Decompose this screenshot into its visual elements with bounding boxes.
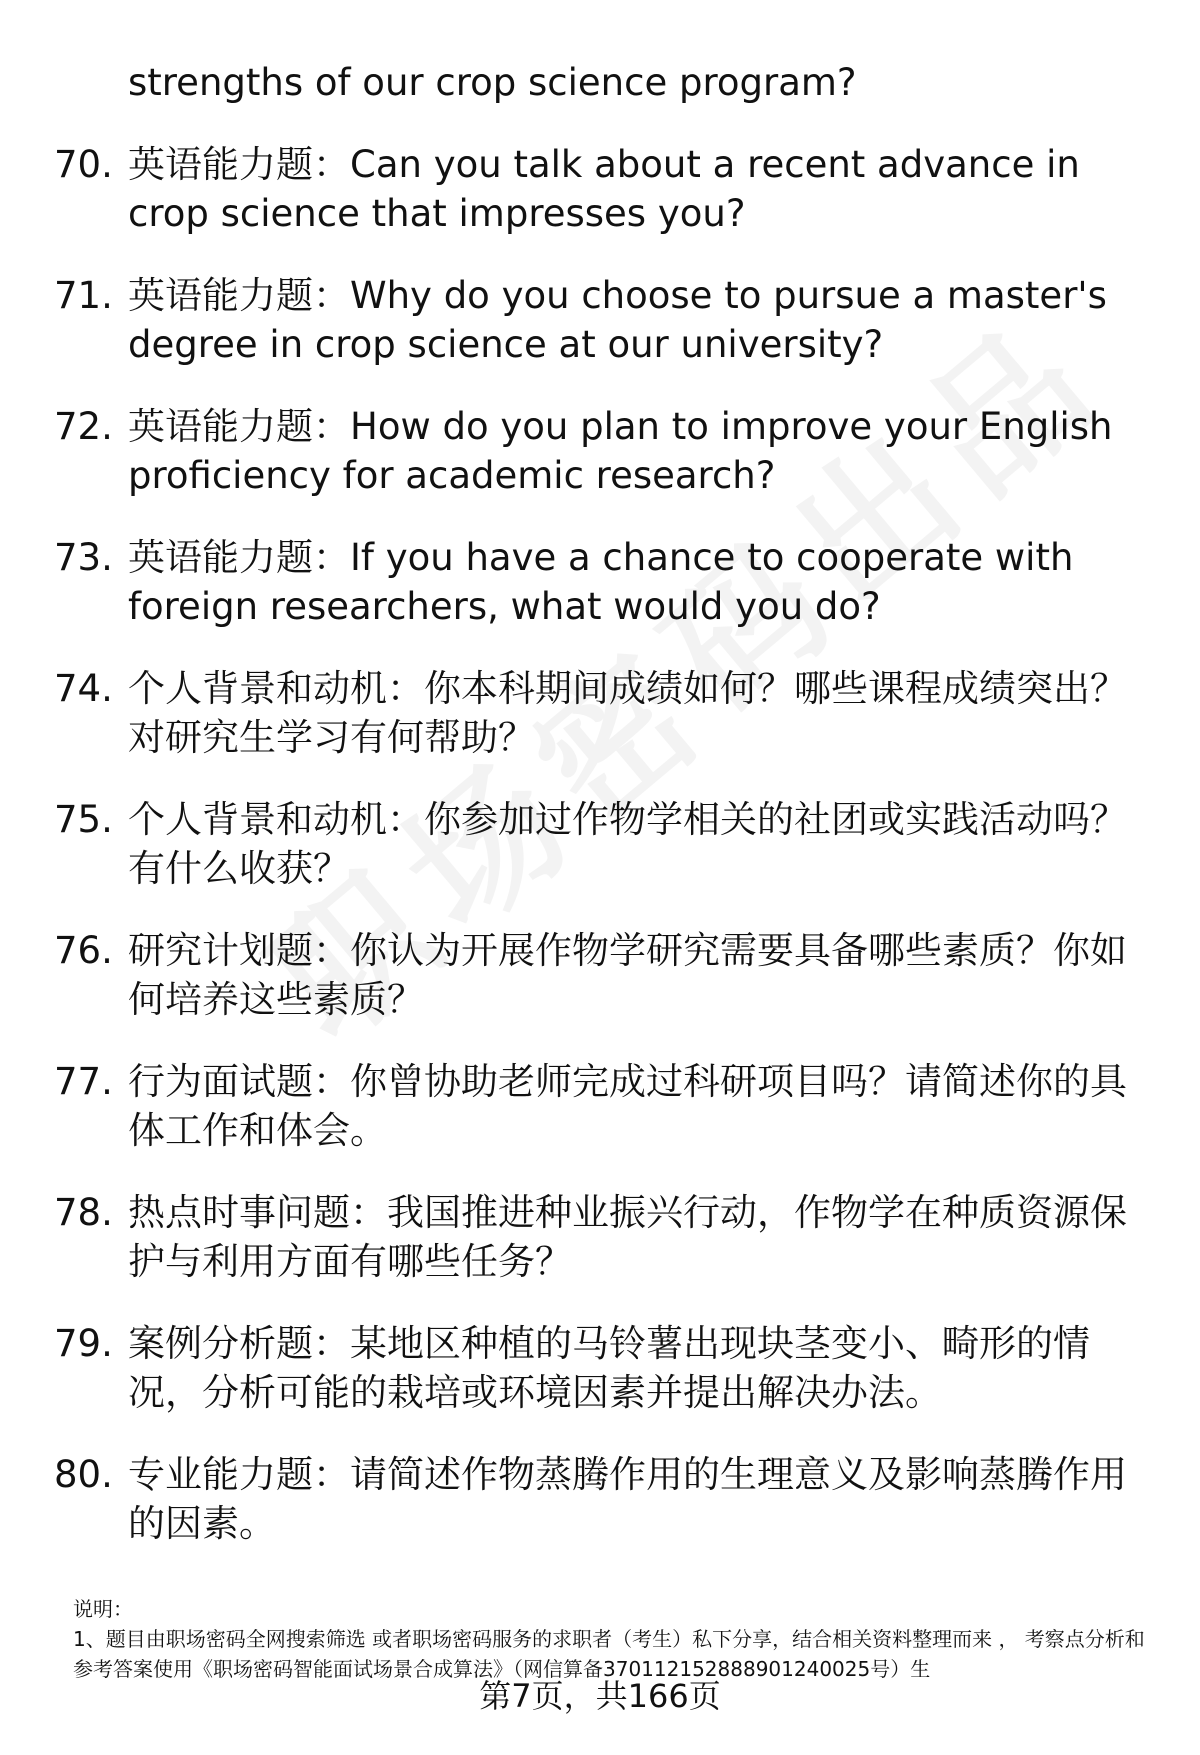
question-text: 英语能力题：Why do you choose to pursue a master's degree in crop science at our university? bbox=[128, 274, 1107, 366]
question-number: 77. bbox=[54, 1060, 113, 1103]
question-item-73 bbox=[0, 533, 1200, 664]
question-number: 76. bbox=[54, 929, 113, 972]
question-item-72 bbox=[0, 402, 1200, 533]
question-number: 79. bbox=[54, 1322, 113, 1365]
question-item-78 bbox=[0, 1188, 1200, 1319]
question-text: 研究计划题：你认为开展作物学研究需要具备哪些素质？你如何培养这些素质？ bbox=[128, 929, 1127, 1021]
question-item-74 bbox=[0, 664, 1200, 795]
question-text: 个人背景和动机：你本科期间成绩如何？哪些课程成绩突出？对研究生学习有何帮助？ bbox=[128, 667, 1127, 759]
question-number: 75. bbox=[54, 798, 113, 841]
question-continuation: strengths of our crop science program? bbox=[128, 61, 857, 104]
question-text: 英语能力题：If you have a chance to cooperate with foreign researchers, what would you do? bbox=[128, 536, 1074, 628]
question-number: 78. bbox=[54, 1191, 113, 1234]
explanatory-note bbox=[73, 1594, 1153, 1684]
question-text: 案例分析题：某地区种植的马铃薯出现块茎变小、畸形的情况，分析可能的栽培或环境因素并提出解决办法。 bbox=[128, 1322, 1090, 1414]
question-item-76 bbox=[0, 926, 1200, 1057]
question-number: 73. bbox=[54, 536, 113, 579]
question-item-77 bbox=[0, 1057, 1200, 1188]
question-text: 个人背景和动机：你参加过作物学相关的社团或实践活动吗？有什么收获？ bbox=[128, 798, 1127, 890]
question-text: 热点时事问题：我国推进种业振兴行动，作物学在种质资源保护与利用方面有哪些任务？ bbox=[128, 1191, 1127, 1283]
question-number: 80. bbox=[54, 1453, 113, 1496]
question-number: 74. bbox=[54, 667, 113, 710]
question-text: 英语能力题：How do you plan to improve your English proficiency for academic research? bbox=[128, 405, 1113, 497]
question-number: 71. bbox=[54, 274, 113, 317]
question-item-80 bbox=[0, 1450, 1200, 1581]
question-item-71 bbox=[0, 271, 1200, 402]
question-number: 72. bbox=[54, 405, 113, 448]
question-text: 英语能力题：Can you talk about a recent advance in crop science that impresses you? bbox=[128, 143, 1080, 235]
question-item-75 bbox=[0, 795, 1200, 926]
question-text: 专业能力题：请简述作物蒸腾作用的生理意义及影响蒸腾作用的因素。 bbox=[128, 1453, 1127, 1545]
note-heading: 说明： bbox=[73, 1597, 133, 1621]
page-number-footer: 第7页，共166页 bbox=[479, 1677, 721, 1715]
question-number: 70. bbox=[54, 143, 113, 186]
question-list bbox=[0, 140, 1200, 1581]
note-line: 1、题目由职场密码全网搜索筛选 或者职场密码服务的求职者（考生）私下分享，结合相关资料整理而来 ， 考察点分析和参考答案使用《职场密码智能面试场景合成算法》（网信算备370112152888901240025号）生 bbox=[73, 1627, 1145, 1681]
question-item-70 bbox=[0, 140, 1200, 271]
question-item-79 bbox=[0, 1319, 1200, 1450]
question-text: 行为面试题：你曾协助老师完成过科研项目吗？请简述你的具体工作和体会。 bbox=[128, 1060, 1127, 1152]
